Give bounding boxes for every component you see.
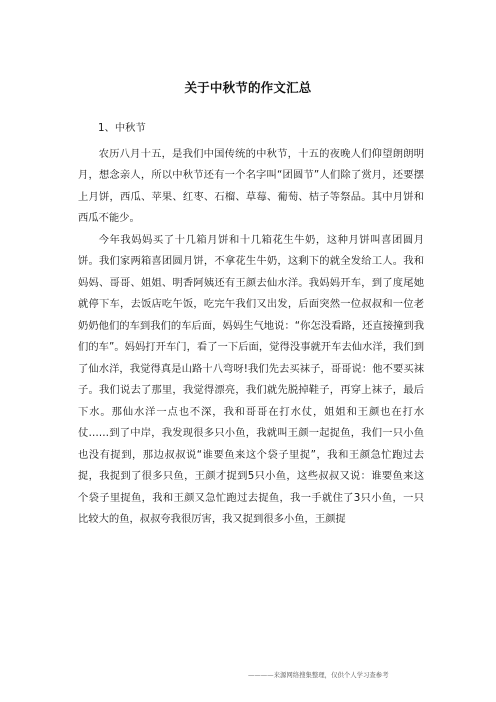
footer-note: ————来源网络搜集整理，仅供个人学习查参考 [248, 671, 389, 679]
section-heading: 1、中秋节 [98, 122, 146, 134]
paragraph-1: 农历八月十五，是我们中国传统的中秋节，十五的夜晚人们仰望朗朗明月，想念亲人，所以中秋节还有一个名字叫“团圆节”人们除了赏月，还要摆上月饼，西瓜、苹果、红枣、石榴、草莓、葡萄、桔子等祭品。其中月饼和西瓜不能少。 [78, 147, 424, 224]
document-body [78, 118, 424, 531]
document-title: 关于中秋节的作文汇总 [184, 80, 312, 95]
paragraph-2: 今年我妈妈买了十几箱月饼和十几箱花生牛奶，这种月饼叫喜团圆月饼。我们家两箱喜团圆月饼，不拿花生牛奶，这剩下的就全发给工人。我和妈妈、哥哥、姐姐、明香阿姨还有王颜去仙水洋。我妈妈开车，到了度尾她就停下车，去饭店吃午饭，吃完午我们又出发，后面突然一位叔叔和一位老奶奶他们的车到我们的车后面，妈妈生气地说：“你怎没看路，还直接撞到我们的车”。妈妈打开车门，看了一下后面，觉得没事就开车去仙水洋，我们到了仙水洋，我觉得真是山路十八弯呀!我们先去买袜子，哥哥说：他不要买袜子。我们说去了那里，我觉得漂亮，我们就先脱掉鞋子，再穿上袜子，最后下水。那仙水洋一点也不深，我和哥哥在打水仗，姐姐和王颜也在打水仗……到了中岸，我发现很多只小鱼，我就叫王颜一起捉鱼，我们一只小鱼也没有捉到，那边叔叔说“谁要鱼来这个袋子里捉”，我和王颜急忙跑过去捉，我捉到了很多只鱼，王颜才捉到5只小鱼，这些叔叔又说：谁要鱼来这个袋子里捉鱼，我和王颜又急忙跑过去捉鱼，我一手就住了3只小鱼，一只比较大的鱼，叔叔夸我很厉害，我又捉到很多小鱼，王颜捉 [78, 233, 424, 525]
